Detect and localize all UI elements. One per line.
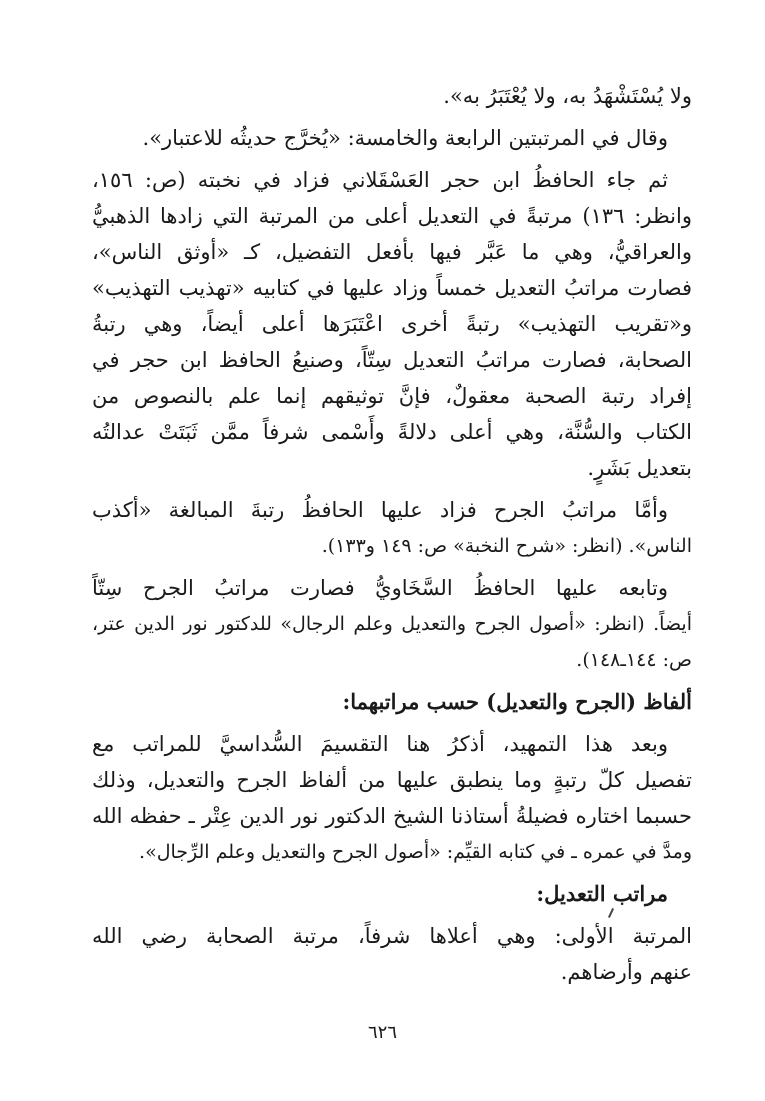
text-line-13: الناس». (انظر: «شرح النخبة» ص: ١٤٩ و١٣٣). bbox=[321, 535, 692, 557]
text-line-8: الصحابة، فصارت مراتبُ التعديل سِتّاً، وصنيعُ الحافظ ابن حجر في bbox=[92, 348, 692, 372]
section-heading-ta3deel: مراتب التعديل: bbox=[536, 881, 668, 906]
text-line-1: ولا يُسْتَشْهَدُ به، ولا يُعْتَبَرُ به». bbox=[443, 84, 692, 108]
page-body bbox=[92, 78, 692, 990]
text-line-14: وتابعه عليها الحافظُ السَّخَاويُّ فصارت مراتبُ الجرح سِتّاً bbox=[92, 576, 668, 600]
text-line-16: ص: ١٤٤ـ١٤٨). bbox=[576, 649, 692, 671]
text-line-3: ثم جاء الحافظُ ابن حجر العَسْقَلاني فزاد في نخبته (ص: ١٥٦، bbox=[92, 168, 668, 192]
text-line-20: حسبما اختاره فضيلةُ أستاذنا الشيخ الدكتور نور الدين عِتْر ـ حفظه الله bbox=[92, 804, 692, 828]
section-heading-lafz: ألفاظ (الجرح والتعديل) حسب مراتبهما: bbox=[342, 689, 692, 714]
text-line-18: وبعد هذا التمهيد، أذكرُ هنا التقسيمَ السُّداسيَّ للمراتب مع bbox=[92, 732, 668, 756]
page-number: ٦٢٦ bbox=[367, 1022, 397, 1043]
text-line-6: فصارت مراتبُ التعديل خمساً وزاد عليها في كتابيه «تهذيب التهذيب» bbox=[92, 276, 692, 300]
text-line-12: وأمَّا مراتبُ الجرح فزاد عليها الحافظُ رتبةَ المبالغة «أكذب bbox=[92, 498, 668, 522]
text-line-7: و«تقريب التهذيب» رتبةً أخرى اعْتَبَرَها أعلى أيضاً، وهي رتبةُ bbox=[92, 312, 692, 336]
text-line-24: عنهم وأرضاهم. bbox=[560, 960, 692, 984]
text-line-19: تفصيل كلّ رتبةٍ وما ينطبق عليها من ألفاظ الجرح والتعديل، وذلك bbox=[92, 768, 692, 792]
text-line-5: والعراقيُّ، وهي ما عَبَّر فيها بأفعل التفضيل، كـ «أوثق الناس»، bbox=[92, 240, 692, 264]
text-line-23: المرتبة الأولى: وهي أعلاها شرفاً، مرتبة الصحابة رضي الله bbox=[92, 924, 692, 948]
text-line-4: وانظر: ١٣٦) مرتبةً في التعديل أعلى من المرتبة التي زادها الذهبيُّ bbox=[92, 204, 692, 228]
text-line-15: أيضاً. (انظر: «أصول الجرح والتعديل وعلم الرجال» للدكتور نور الدين عتر، bbox=[92, 613, 692, 635]
text-line-11: بتعديل بَشَرٍ. bbox=[587, 456, 692, 480]
text-line-10: الكتاب والسُّنَّة، وهي أعلى دلالةً وأَسْمى شرفاً ممَّن ثَبَتَتْ عدالتُه bbox=[92, 420, 692, 444]
text-line-2: وقال في المرتبتين الرابعة والخامسة: «يُخرَّج حديثُه للاعتبار». bbox=[142, 126, 668, 150]
text-line-9: إفراد رتبة الصحبة معقولٌ، فإنَّ توثيقهم إنما علم بالنصوص من bbox=[92, 384, 692, 408]
text-line-21: ومدَّ في عمره ـ في كتابه القيِّم: «أصول الجرح والتعديل وعلم الرِّجال». bbox=[139, 841, 692, 863]
